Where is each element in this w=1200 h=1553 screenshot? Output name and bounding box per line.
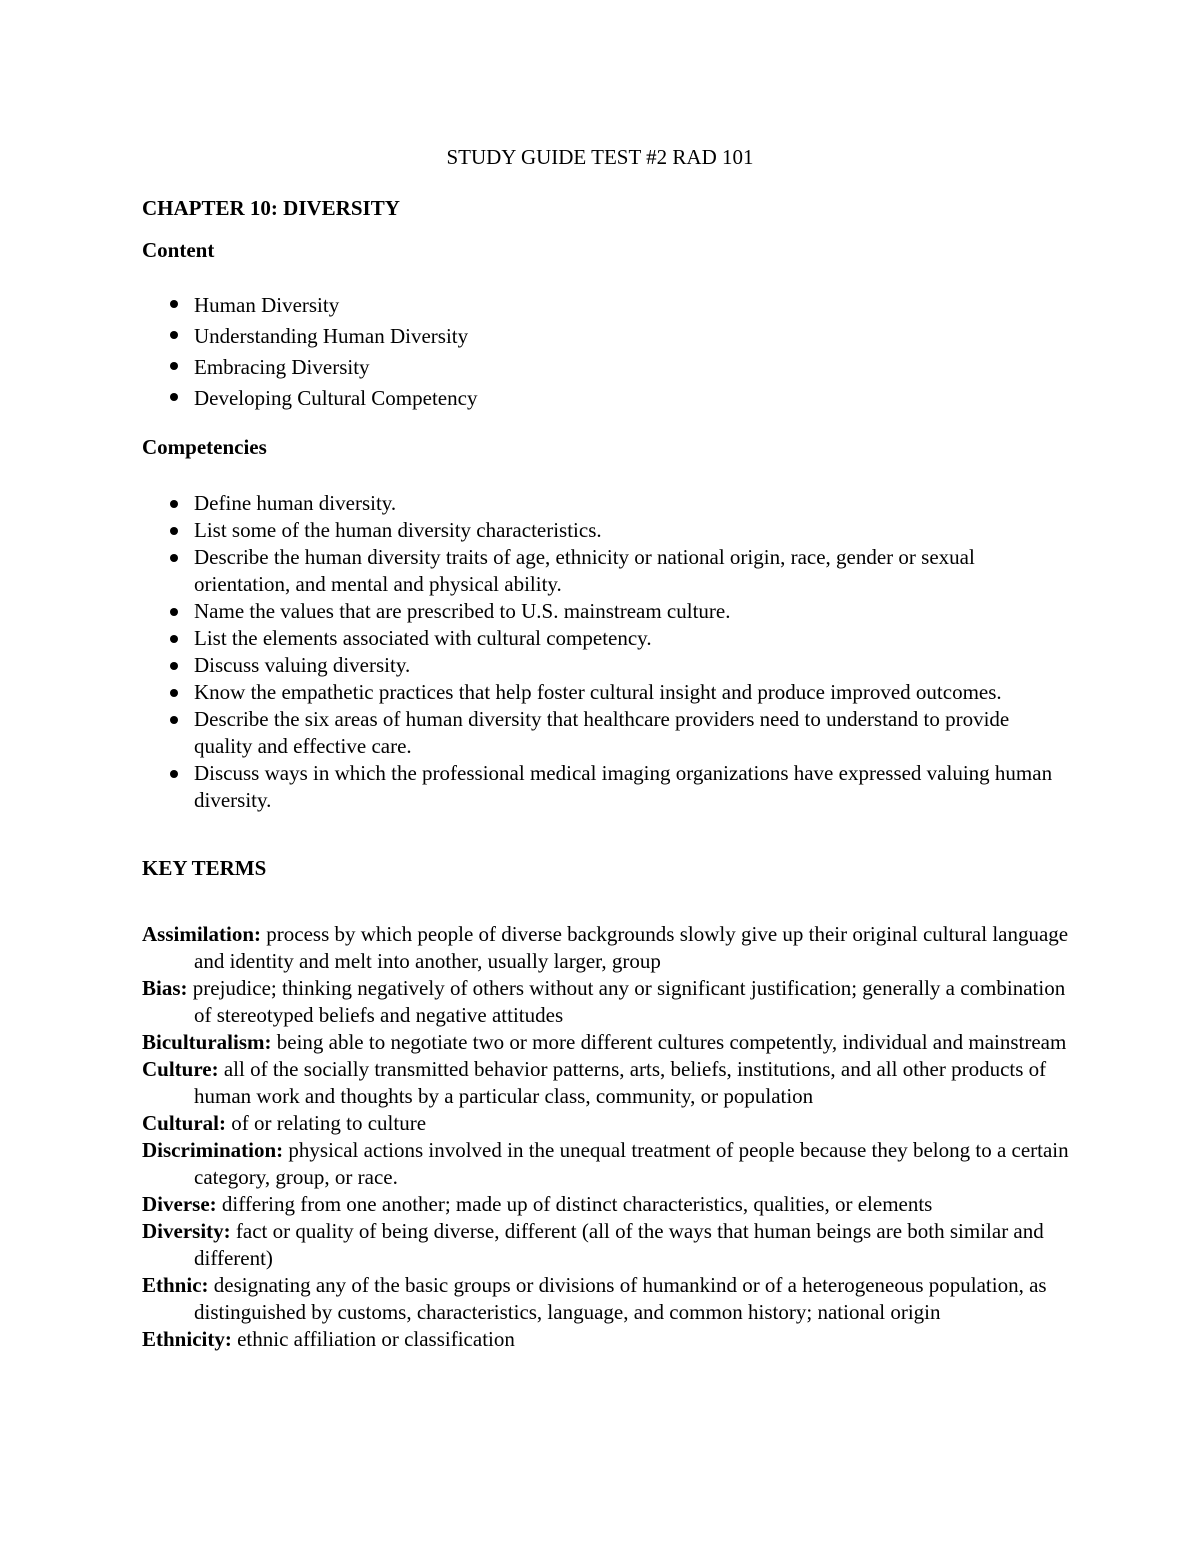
list-item: Know the empathetic practices that help foster cultural insight and produce improved outcomes. bbox=[142, 679, 1062, 706]
list-item: Human Diversity bbox=[142, 290, 1062, 321]
competencies-list bbox=[142, 490, 1062, 814]
term-definition: of or relating to culture bbox=[231, 1111, 427, 1135]
term-definition: fact or quality of being diverse, different (all of the ways that human beings are both similar and different) bbox=[194, 1219, 1044, 1270]
list-item: Describe the six areas of human diversity that healthcare providers need to understand to provide quality and effective care. bbox=[142, 706, 1062, 760]
term-name: Culture: bbox=[142, 1057, 219, 1081]
list-item: Name the values that are prescribed to U.S. mainstream culture. bbox=[142, 598, 1062, 625]
bullet-icon bbox=[170, 362, 178, 370]
term-definition: physical actions involved in the unequal treatment of people because they belong to a certain category, group, or race. bbox=[194, 1138, 1069, 1189]
term-name: Diverse: bbox=[142, 1192, 217, 1216]
bullet-icon bbox=[170, 331, 178, 339]
bullet-icon bbox=[170, 770, 178, 778]
term-name: Ethnic: bbox=[142, 1273, 209, 1297]
bullet-icon bbox=[170, 608, 178, 616]
bullet-icon bbox=[170, 635, 178, 643]
list-item: List the elements associated with cultural competency. bbox=[142, 625, 1062, 652]
term-definition: being able to negotiate two or more different cultures competently, individual and mainstream bbox=[276, 1030, 1067, 1054]
list-item: Define human diversity. bbox=[142, 490, 1062, 517]
key-terms-list bbox=[142, 921, 1072, 1353]
key-terms-heading: KEY TERMS bbox=[142, 856, 267, 880]
bullet-icon bbox=[170, 716, 178, 724]
key-term bbox=[142, 1326, 1072, 1353]
content-list bbox=[142, 290, 1062, 414]
bullet-icon bbox=[170, 500, 178, 508]
content-heading: Content bbox=[142, 238, 215, 262]
term-definition: all of the socially transmitted behavior patterns, arts, beliefs, institutions, and all other products of human work and thoughts by a particular class, community, or population bbox=[194, 1057, 1047, 1108]
list-item: Understanding Human Diversity bbox=[142, 321, 1062, 352]
list-item: Discuss ways in which the professional medical imaging organizations have expressed valuing human diversity. bbox=[142, 760, 1062, 814]
bullet-icon bbox=[170, 393, 178, 401]
term-definition: ethnic affiliation or classification bbox=[237, 1327, 515, 1351]
document-title: STUDY GUIDE TEST #2 RAD 101 bbox=[446, 145, 754, 169]
key-term bbox=[142, 1191, 1072, 1218]
bullet-icon bbox=[170, 527, 178, 535]
term-name: Biculturalism: bbox=[142, 1030, 272, 1054]
term-name: Assimilation: bbox=[142, 922, 262, 946]
chapter-heading: CHAPTER 10: DIVERSITY bbox=[142, 196, 400, 220]
term-name: Ethnicity: bbox=[142, 1327, 232, 1351]
bullet-icon bbox=[170, 689, 178, 697]
key-term bbox=[142, 1029, 1072, 1056]
key-term bbox=[142, 1137, 1072, 1191]
competencies-heading: Competencies bbox=[142, 435, 267, 459]
key-term bbox=[142, 975, 1072, 1029]
bullet-icon bbox=[170, 662, 178, 670]
key-term bbox=[142, 921, 1072, 975]
term-definition: designating any of the basic groups or divisions of humankind or of a heterogeneous population, as distinguished by customs, characteristics, language, and common history; national origin bbox=[194, 1273, 1047, 1324]
term-definition: differing from one another; made up of distinct characteristics, qualities, or elements bbox=[221, 1192, 933, 1216]
term-name: Diversity: bbox=[142, 1219, 231, 1243]
term-definition: prejudice; thinking negatively of others without any or significant justification; generally a combination of stereotyped beliefs and negative attitudes bbox=[192, 976, 1066, 1027]
bullet-icon bbox=[170, 300, 178, 308]
list-item: Embracing Diversity bbox=[142, 352, 1062, 383]
term-name: Discrimination: bbox=[142, 1138, 284, 1162]
list-item: Describe the human diversity traits of age, ethnicity or national origin, race, gender or sexual orientation, and mental and physical ability. bbox=[142, 544, 1062, 598]
bullet-icon bbox=[170, 554, 178, 562]
key-term bbox=[142, 1110, 1072, 1137]
key-term bbox=[142, 1218, 1072, 1272]
term-definition: process by which people of diverse backgrounds slowly give up their original cultural language and identity and melt into another, usually larger, group bbox=[194, 922, 1069, 973]
list-item: Discuss valuing diversity. bbox=[142, 652, 1062, 679]
key-term bbox=[142, 1272, 1072, 1326]
term-name: Cultural: bbox=[142, 1111, 226, 1135]
list-item: Developing Cultural Competency bbox=[142, 383, 1062, 414]
key-term bbox=[142, 1056, 1072, 1110]
list-item: List some of the human diversity characteristics. bbox=[142, 517, 1062, 544]
term-name: Bias: bbox=[142, 976, 188, 1000]
